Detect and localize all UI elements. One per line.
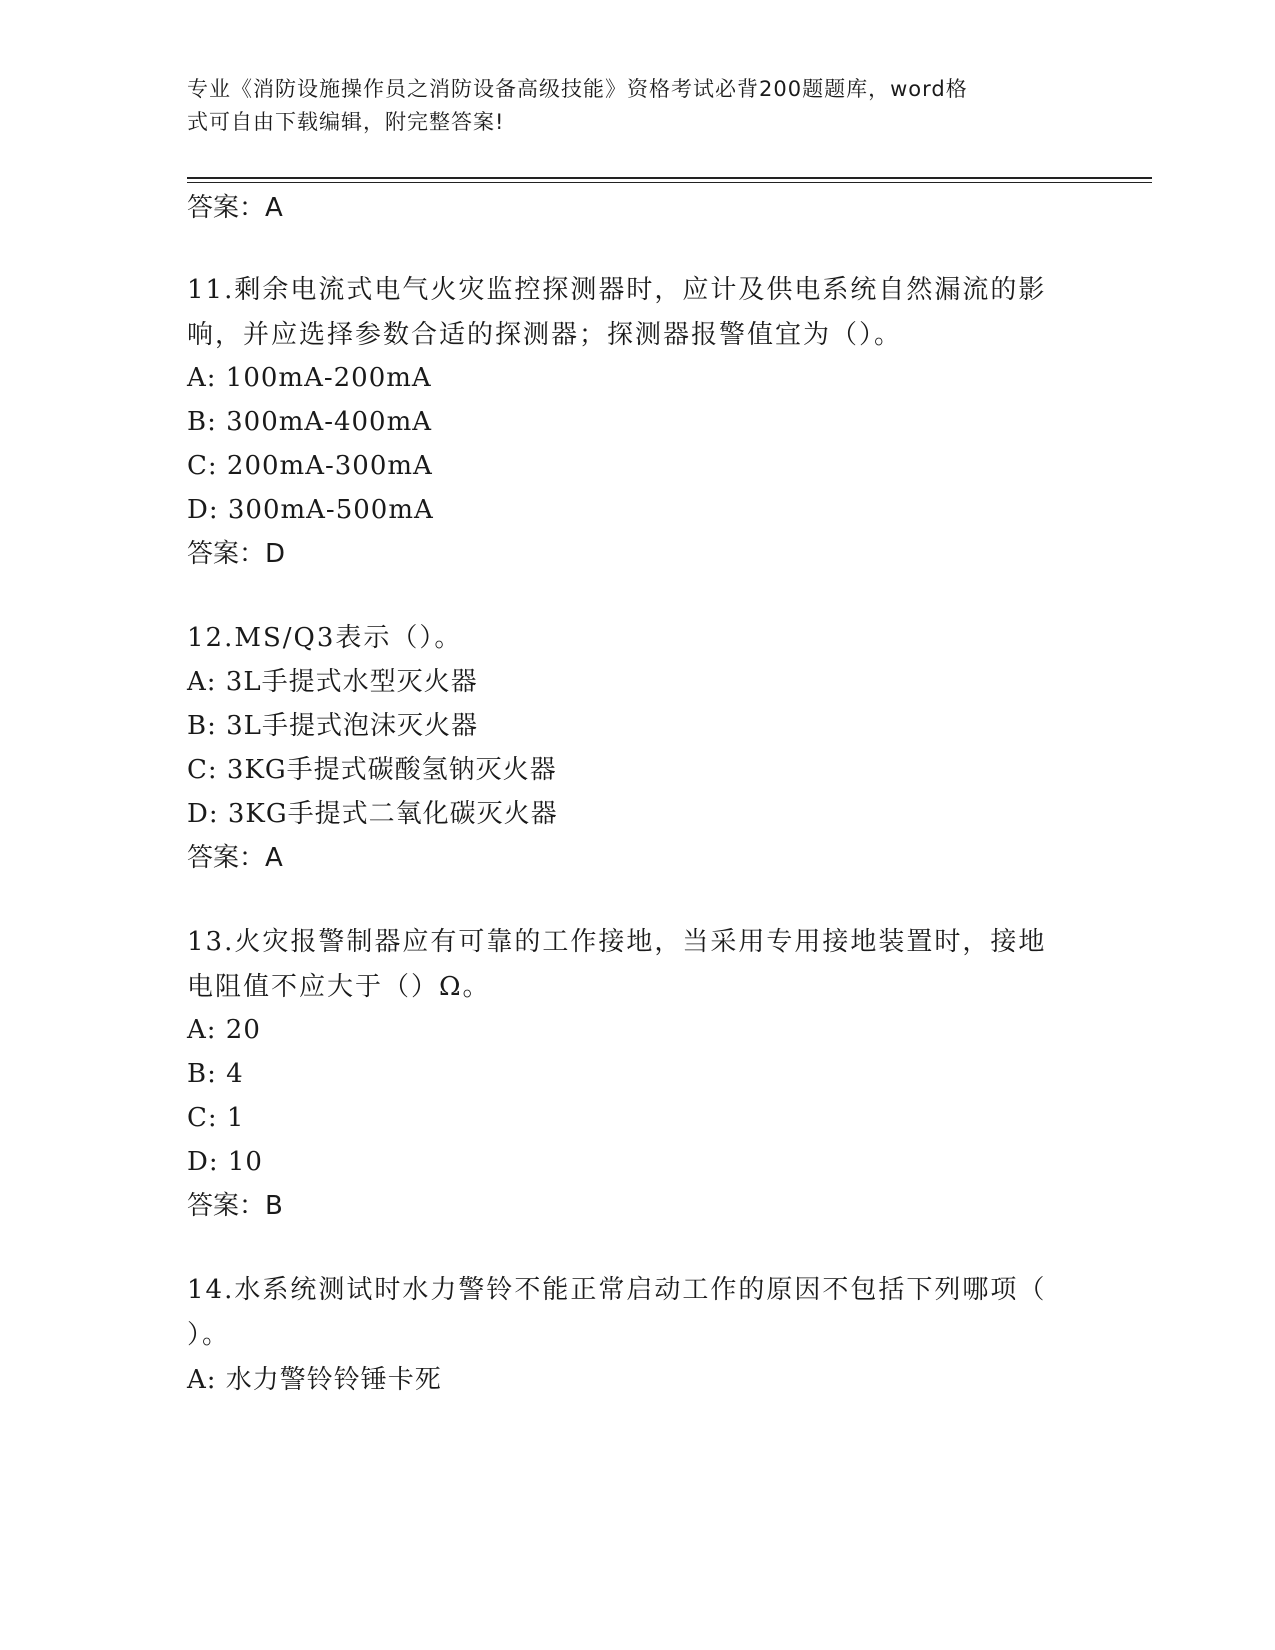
document-header xyxy=(187,73,1067,139)
prev-answer: 答案：A xyxy=(187,193,283,223)
option-a: A: 3L手提式水型灭火器 xyxy=(187,667,478,697)
question-stem-line: 14.水系统测试时水力警铃不能正常启动工作的原因不包括下列哪项（ xyxy=(187,1275,1047,1305)
header-line-2: 式可自由下载编辑，附完整答案! xyxy=(187,110,505,134)
option-c: C: 200mA-300mA xyxy=(187,451,433,481)
option-b: B: 300mA-400mA xyxy=(187,407,433,437)
option-d: D: 10 xyxy=(187,1147,263,1177)
header-rule-thin xyxy=(187,182,1152,183)
option-a: A: 20 xyxy=(187,1015,261,1045)
question-stem-line: 电阻值不应大于（）Ω。 xyxy=(187,972,491,1002)
option-c: C: 1 xyxy=(187,1103,245,1133)
option-a: A: 水力警铃铃锤卡死 xyxy=(187,1365,442,1395)
question-11-stem xyxy=(187,268,1087,358)
question-stem-line: ）。 xyxy=(187,1320,231,1350)
option-d: D: 300mA-500mA xyxy=(187,495,434,525)
option-b: B: 3L手提式泡沫灭火器 xyxy=(187,711,478,741)
question-stem-line: 13.火灾报警制器应有可靠的工作接地，当采用专用接地装置时，接地 xyxy=(187,927,1047,957)
option-b: B: 4 xyxy=(187,1059,244,1089)
question-stem-line: 响，并应选择参数合适的探测器；探测器报警值宜为（）。 xyxy=(187,320,903,350)
question-14-stem xyxy=(187,1268,1087,1358)
option-a: A: 100mA-200mA xyxy=(187,363,432,393)
answer-13: 答案：B xyxy=(187,1191,283,1221)
option-d: D: 3KG手提式二氧化碳灭火器 xyxy=(187,799,558,829)
option-c: C: 3KG手提式碳酸氢钠灭火器 xyxy=(187,755,557,785)
header-line-1: 专业《消防设施操作员之消防设备高级技能》资格考试必背200题题库，word格 xyxy=(187,77,968,101)
question-12-stem xyxy=(187,616,1087,661)
answer-11: 答案：D xyxy=(187,539,286,569)
header-rule-thick xyxy=(187,177,1152,179)
question-stem-line: 12.MS/Q3表示（）。 xyxy=(187,623,463,653)
answer-12: 答案：A xyxy=(187,843,283,873)
question-stem-line: 11.剩余电流式电气火灾监控探测器时，应计及供电系统自然漏流的影 xyxy=(187,275,1047,305)
question-13-stem xyxy=(187,920,1087,1010)
